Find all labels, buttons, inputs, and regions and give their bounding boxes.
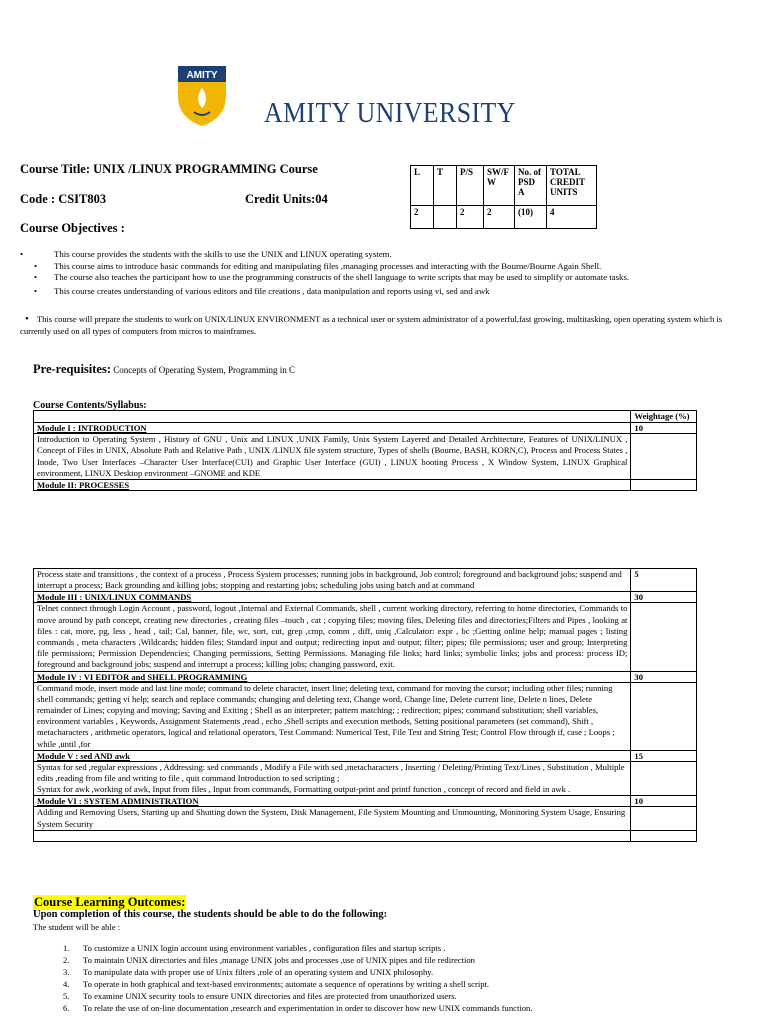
outcome-item: 5. To examine UNIX security tools to ensure UNIX directories and files are protected from unauthorized users. bbox=[63, 991, 457, 1001]
ltp-value-t bbox=[434, 206, 457, 229]
module-content: Syntax for sed ,regular expressions , Addressing: sed commands , Modify a File with sed ,metacharacters , Inserting / Deleting/Printing Text/Lines , Substitution , Multiple edits ,reading from file and writing to file , quit command Introduction to sed scripting ; Syntax for awk ,working of awk, Input from files , Input from commands, Formatting output-print and printf function , concept of record and field in awk . bbox=[34, 761, 631, 796]
module-title: Module IV : VI EDITOR and SHELL PROGRAMMING bbox=[34, 671, 631, 682]
ltp-value-l: 2 bbox=[411, 206, 434, 229]
course-title: Course Title: UNIX /LINUX PROGRAMMING Course bbox=[20, 162, 318, 176]
module-weight: 10 bbox=[631, 423, 697, 434]
credit-units: Credit Units:04 bbox=[245, 192, 328, 206]
prerequisites bbox=[33, 362, 295, 377]
university-name: AMITY UNIVERSITY bbox=[264, 98, 516, 129]
logo-text: AMITY bbox=[186, 70, 218, 81]
ltp-credit-table bbox=[410, 165, 597, 229]
ltp-header-swfw: SW/F W bbox=[484, 166, 515, 206]
outcomes-intro: Upon completion of this course, the students should be able to do the following: bbox=[33, 909, 388, 920]
module-title: Module II: PROCESSES bbox=[34, 480, 631, 491]
module-content: Introduction to Operating System , History of GNU , Unix and LINUX ,UNIX Family, Unix System Layered and Detailed Architecture, Features of UNIX/LINUX , Concept of Files in UNIX, Absolute Path and Relative Path , UNIX /LINUX file system structure, Types of shells (Bourne, BASH, KORN,C), Process and Process States , Inode, Two User Interfaces –Character User Interface(CUI) and Graphic User Interface (GUI) , LINUX booting Process , X Window System, LINUX Graphical environment, LINUX Desktop environment –GNOME and KDE bbox=[34, 434, 631, 480]
ltp-header-psda: No. of PSD A bbox=[515, 166, 547, 206]
ltp-value-swfw: 2 bbox=[484, 206, 515, 229]
course-objectives-label: Course Objectives : bbox=[20, 221, 125, 235]
outcomes-subtitle: The student will be able : bbox=[33, 922, 121, 932]
ltp-header-t: T bbox=[434, 166, 457, 206]
module-title: Module III : UNIX/LINUX COMMANDS bbox=[34, 592, 631, 603]
module-content: Command mode, insert mode and last line mode; command to delete character, insert line; deleting text, command for moving the cursor; including other files; running shell commands; getting vi help; search and replace commands; changing and deleting text, Change word, Change line, Delete current line, Delete n lines, Delete remainder of Lines; copying and moving; Saving and Exiting ; Shell as an interpreter; pattern matching; ; redirection; pipes; command substitution; shell variables, environment variables , Keywords, Assignment Statements ,read , echo ,Shell scripts and execution methods, Setting positional parameters (set command), Shift , metacharacters , arithmetic operators, logical and relational operators, Test Command: Numerical Test, File Test and String Test; Control Flow through if, case ; Loops ; while ,until ,for bbox=[34, 682, 631, 750]
module-weight: 15 bbox=[631, 750, 697, 761]
prerequisites-label: Pre-requisites: bbox=[33, 362, 111, 376]
ltp-value-psda: (10) bbox=[515, 206, 547, 229]
module-title: Module VI : SYSTEM ADMINISTRATION bbox=[34, 796, 631, 807]
objective-item: • The course also teaches the participant how to use the programming constructs of the shell language to write scripts that may be used to simplify or automate tasks. bbox=[34, 272, 630, 282]
outcome-item: 4. To operate in both graphical and text-based environments; automate a sequence of operations by writing a shell script. bbox=[63, 979, 490, 989]
weightage-header: Weightage (%) bbox=[631, 411, 697, 423]
objective-item: • This course aims to introduce basic commands for editing and manipulating files ,managing processes and interacting with the Bourne/Bourne Again Shell. bbox=[34, 260, 602, 271]
outcomes-list bbox=[33, 942, 733, 1014]
objectives-list bbox=[20, 249, 740, 297]
module-content: Telnet connect through Login Account , password, logout ,Internal and External Commands, shell , current working directory, referring to home directories, Commands to move around by path concept, creating new directories , creating files –touch , cat ; copying files; moving files, Deleting files and directories;Filters and Pipes , looking at files : cat, more, pg, less , head , tail; Cal, banner, file, wc, sort, cut, grep ,cmp, comm , diff, uniq ,Calculator: expr , bc ;Getting online help; manual pages ; listing commands , meta characters ,Wildcards; hidden files; Standard input and output; redirecting input and output; filter; pipes; file permissions; user and group; Interpreting file permissions; Permission Dependencies; Changing permissions, Setting Permissions. Managing file links; hard links; symbolic links; jobs and process: process ID; foreground and background jobs; suspend and interrupt a process; killing jobs; changing password, exit. bbox=[34, 603, 631, 671]
module-content: Process state and transitions , the context of a process , Process System processes; running jobs in background, Job control; foreground and background jobs; suspend and interrupt a process; Back grounding and killing jobs; stopping and restarting jobs; scheduling jobs using batch and at command bbox=[34, 569, 631, 592]
module-weight: 30 bbox=[631, 592, 697, 603]
syllabus-table-continued bbox=[33, 568, 697, 842]
module-title: Module V : sed AND awk bbox=[34, 750, 631, 761]
ltp-header-l: L bbox=[411, 166, 434, 206]
outcome-item: 6. To relate the use of on-line documentation ,research and experimentation in order to discover how new UNIX commands function. bbox=[63, 1003, 533, 1013]
ltp-header-total: TOTAL CREDIT UNITS bbox=[547, 166, 597, 206]
module-weight: 10 bbox=[631, 796, 697, 807]
objective-item-extended: • This course will prepare the students to work on UNIX/LINUX ENVIRONMENT as a technical user or system administrator of a powerful,fast growing, multitasking, open operating system which is currently used on all types of computers from micros to mainframes. bbox=[20, 313, 723, 336]
course-code: Code : CSIT803 bbox=[20, 192, 107, 206]
module-title: Module I : INTRODUCTION bbox=[34, 423, 631, 434]
module-weight: 5 bbox=[631, 569, 697, 592]
outcome-item: 3. To manipulate data with proper use of Unix filters ,role of an operating system and UNIX philosophy. bbox=[63, 967, 434, 977]
amity-logo bbox=[172, 62, 232, 128]
outcome-item: 2. To maintain UNIX directories and files ,manage UNIX jobs and processes ,use of UNIX pipes and file redirection bbox=[63, 955, 475, 965]
syllabus-table bbox=[33, 410, 697, 491]
module-content: Adding and Removing Users, Starting up and Shutting down the System, Disk Management, File System Mounting and Unmounting, Monitoring System Usage, Ensuring System Security bbox=[34, 807, 631, 830]
ltp-header-ps: P/S bbox=[457, 166, 484, 206]
ltp-value-ps: 2 bbox=[457, 206, 484, 229]
prerequisites-text: Concepts of Operating System, Programming in C bbox=[113, 365, 295, 375]
outcome-item: 1. To customize a UNIX login account using environment variables , configuration files and startup scripts . bbox=[63, 943, 446, 953]
module-weight: 30 bbox=[631, 671, 697, 682]
objective-item: • This course provides the students with the skills to use the UNIX and LINUX operating system. bbox=[20, 249, 392, 259]
ltp-value-total: 4 bbox=[547, 206, 597, 229]
objective-item: • This course creates understanding of various editors and file creations , data manipulation and reports using vi, sed and awk bbox=[34, 285, 490, 296]
syllabus-label: Course Contents/Syllabus: bbox=[33, 400, 147, 411]
outcomes-title: Course Learning Outcomes: bbox=[34, 895, 186, 909]
